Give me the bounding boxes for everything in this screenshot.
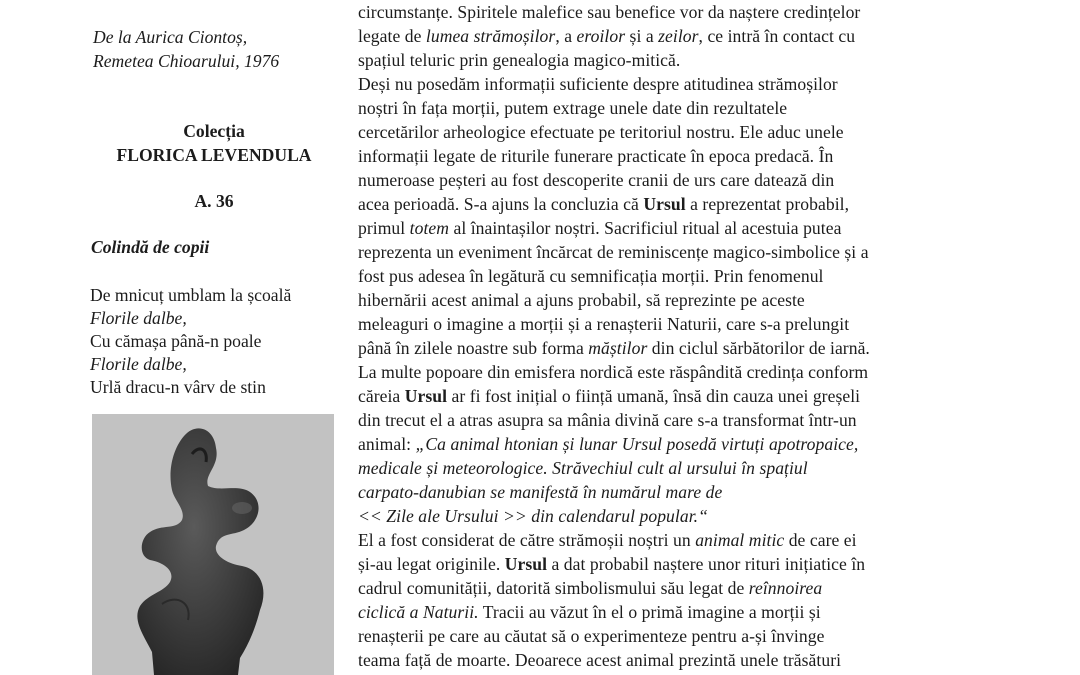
text-line: meleaguri o imagine a morții și a renașterii Naturii, care s-a prelungit [358, 314, 850, 334]
text-line: Deși nu posedăm informații suficiente despre atitudinea strămoșilor [358, 74, 838, 94]
text-line: teama față de moarte. Deoarece acest animal prezintă unele trăsături [358, 650, 842, 670]
text-line: spațiul teluric prin genealogia magico-mitică. [358, 50, 681, 70]
text-line: animal: „Ca animal htonian și lunar Ursul posedă virtuți apotropaice, [358, 434, 859, 454]
text-line: primul totem al înaintașilor noștri. Sacrificiul ritual al acestuia putea [358, 218, 842, 238]
text-line: renașterii pe care au căutat să o experimenteze pentru a-și învinge [358, 626, 825, 646]
quote-line: carpato-danubian se manifestă în numărul mare de [358, 482, 723, 502]
source-attribution-line2: Remetea Chioarului, 1976 [93, 51, 280, 71]
text-line: hibernării acest animal a ajuns probabil, să reprezinte pe aceste [358, 290, 805, 310]
item-code: A. 36 [194, 191, 234, 211]
text-line: cadrul comunității, datorită simbolismului său legat de reînnoirea [358, 578, 823, 598]
carol-title: Colindă de copii [91, 237, 210, 257]
text-line: El a fost considerat de către strămoșii noștri un animal mitic de care ei [358, 530, 857, 550]
source-attribution-line1: De la Aurica Ciontoș, [93, 27, 248, 47]
text-line: căreia Ursul ar fi fost inițial o ființă umană, însă din cauza unei greșeli [358, 386, 861, 406]
text-line: circumstanțe. Spiritele malefice sau benefice vor da naștere credințelor [358, 2, 861, 22]
collection-name: FLORICA LEVENDULA [116, 145, 312, 165]
sculpture-photo [92, 414, 334, 675]
text-line: legate de lumea strămoșilor, a eroilor și a zeilor, ce intră în contact cu [358, 26, 856, 46]
quote-line: << Zile ale Ursului >> din calendarul popular.“ [358, 506, 708, 526]
collection-label: Colecția [183, 121, 245, 141]
poem-line: De mnicuț umblam la școală [90, 285, 292, 305]
left-column [0, 0, 345, 675]
poem-line: Cu cămașa până-n poale [90, 331, 262, 351]
main-text-column [358, 0, 970, 675]
text-line: ciclică a Naturii. Tracii au văzut în el o primă imagine a morții și [358, 602, 821, 622]
poem-refrain: Florile dalbe, [90, 354, 187, 374]
bear-sculpture-image [92, 414, 334, 675]
text-line: La multe popoare din emisfera nordică este răspândită credința conform [358, 362, 869, 382]
text-line: noștri în fața morții, putem extrage unele date din rezultatele [358, 98, 788, 118]
poem-line: Urlă dracu-n vârv de stin [90, 377, 266, 397]
text-line: cercetărilor arheologice efectuate pe teritoriul nostru. Ele aduc unele [358, 122, 844, 142]
text-line: fost pus adesea în legătură cu semnificația morții. Prin fenomenul [358, 266, 824, 286]
text-line: până în zilele noastre sub forma măștilor din ciclul sărbătorilor de iarnă. [358, 338, 870, 358]
text-line: numeroase peșteri au fost descoperite cranii de urs care datează din [358, 170, 835, 190]
text-line: acea perioadă. S-a ajuns la concluzia că Ursul a reprezentat probabil, [358, 194, 850, 214]
quote-line: medicale și meteorologice. Străvechiul cult al ursului în spațiul [358, 458, 808, 478]
poem-refrain: Florile dalbe, [90, 308, 187, 328]
text-line: și-au legat originile. Ursul a dat probabil naștere unor rituri inițiatice în [358, 554, 866, 574]
text-line: din trecut el a atras asupra sa mânia divină care s-a transformat într-un [358, 410, 857, 430]
text-line: reprezenta un eveniment încărcat de reminiscențe magico-simbolice și a [358, 242, 869, 262]
text-line: informații legate de riturile funerare practicate în epoca predacă. În [358, 146, 834, 166]
